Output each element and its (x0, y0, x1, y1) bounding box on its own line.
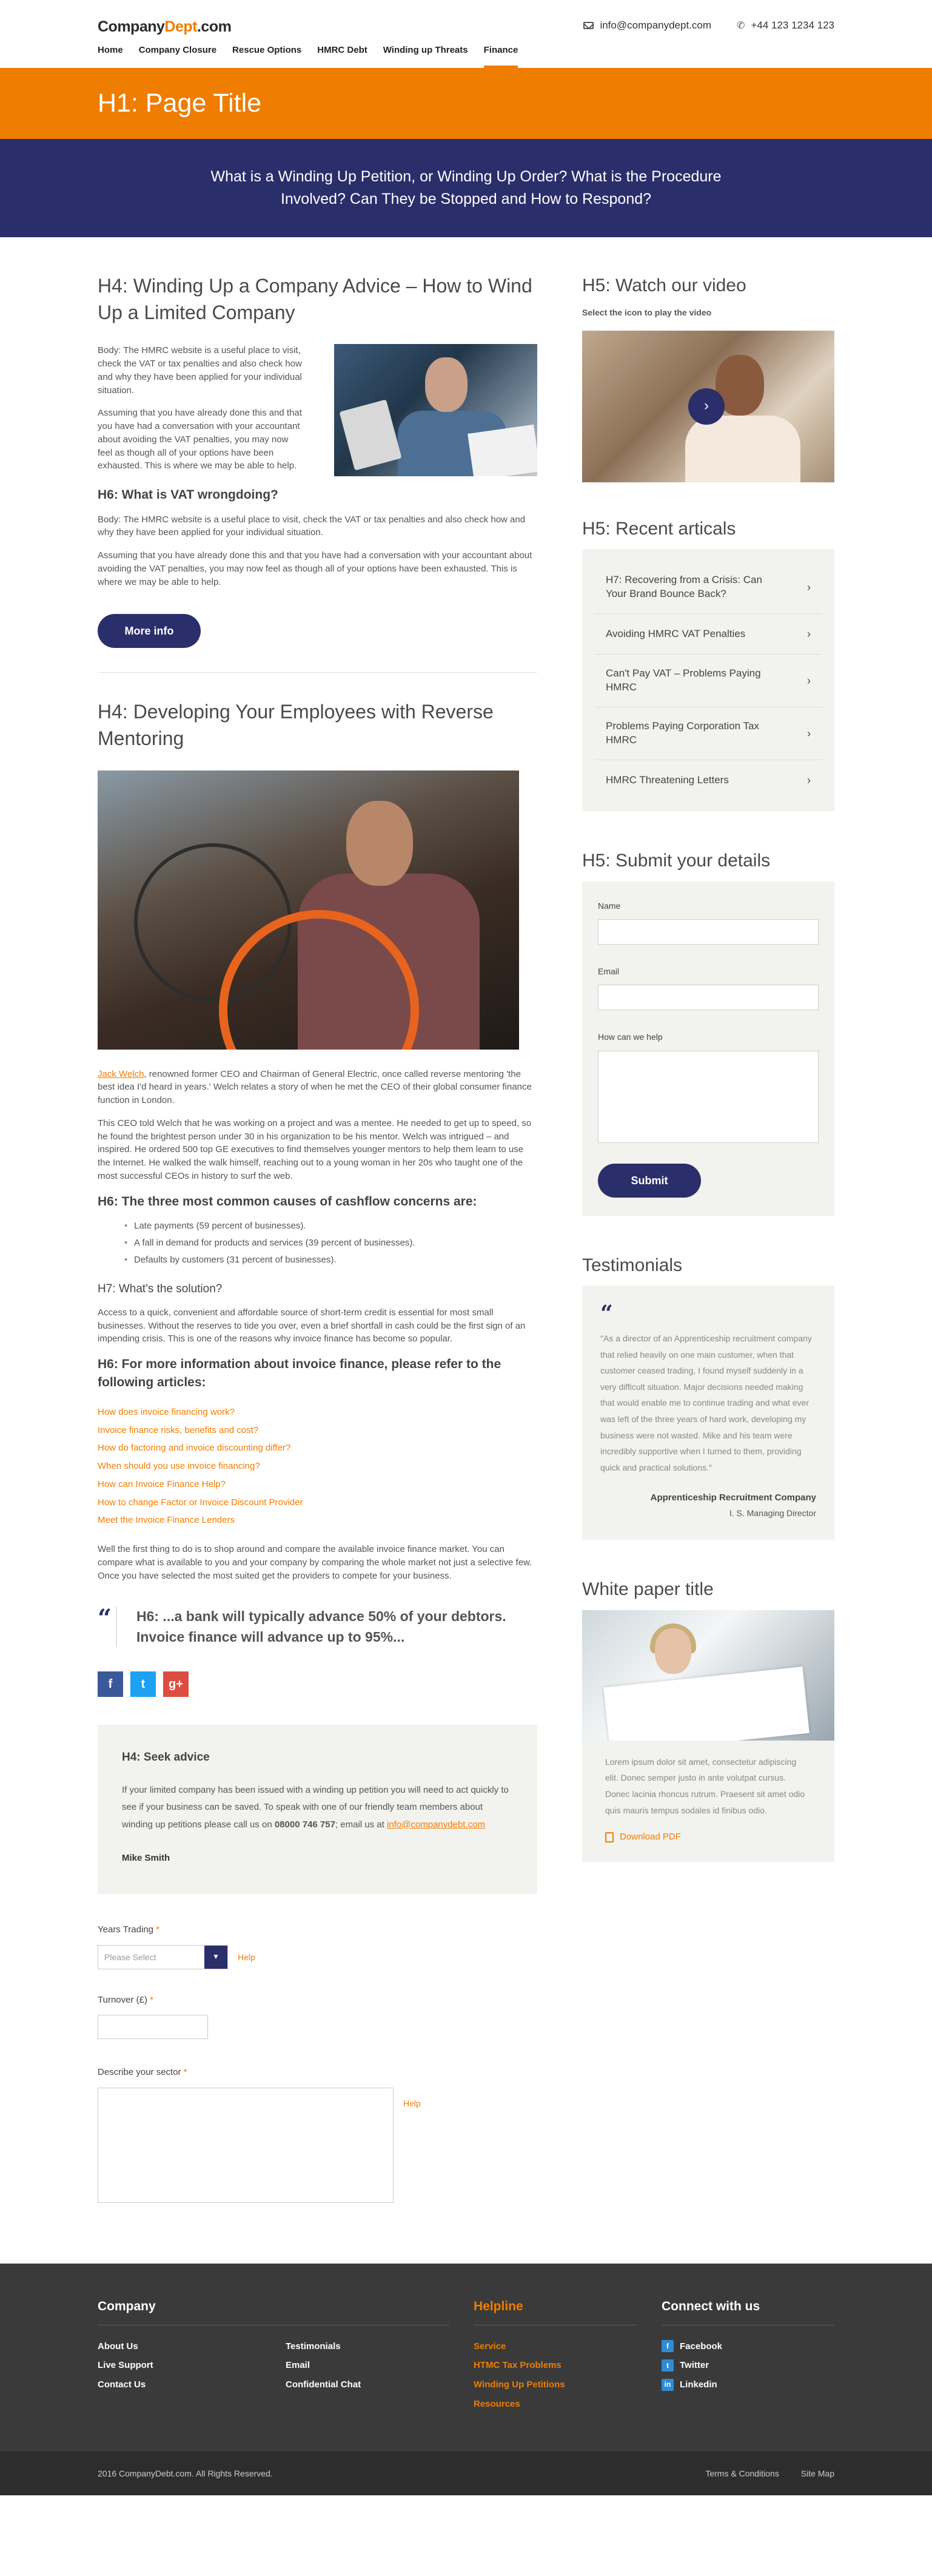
facebook-icon[interactable]: f (98, 1671, 123, 1697)
twitter-icon: t (662, 2359, 674, 2372)
articles-list (98, 1406, 537, 1527)
testimonial-card (582, 1286, 834, 1540)
footer-helpline-heading: Helpline (474, 2298, 637, 2325)
copyright: 2016 CompanyDebt.com. All Rights Reserved. (98, 2469, 273, 2478)
section1-heading: H4: Winding Up a Company Advice – How to Wind Up a Limited Company (98, 275, 532, 324)
nav-hmrc-debt[interactable]: HMRC Debt (317, 45, 367, 55)
logo-tail: .com (196, 18, 232, 35)
whitepaper-heading: White paper title (582, 1579, 714, 1600)
download-pdf-label: Download PDF (620, 1832, 681, 1843)
chevron-right-icon: › (807, 628, 811, 641)
footer-company-heading: Company (98, 2298, 449, 2325)
name-label: Name (598, 900, 621, 911)
nav-company-closure[interactable]: Company Closure (138, 45, 217, 55)
testimonial-text: "As a director of an Apprenticeship recruitment company that relied heavily on one main customer, when that customer ceased trading, I found myself suddenly in a very difficult situation. Major decisions needed making that would enable me to continue trading and what ever was left of the three years of hard work, developing my business were not wasted. Mike and his team were incredibly supportive when I turned to them, providing quick and practical solutions." (600, 1334, 812, 1472)
section1-para4: Assuming that you have already done this and that you have had a conversation with your accountant about avoiding the VAT penalties, you may now feel as though all of your options have been exhausted. This is where we may be able to help. (98, 550, 532, 587)
recent-article-item[interactable] (595, 614, 822, 655)
seek-heading: H4: Seek advice (122, 1751, 210, 1764)
section1-para1: Body: The HMRC website is a useful place to visit, check the VAT or tax penalties and also check how and why they have been applied for your individual situation. (98, 345, 302, 396)
bicycle-mechanic-photo (98, 770, 519, 1050)
recent-article-item[interactable] (595, 707, 822, 760)
sector-label: Describe your sector * (98, 2067, 187, 2078)
recent-article-item[interactable] (595, 760, 822, 800)
section2-para4: Well the first thing to do is to shop around and compare the available invoice finance market. You can compare what is available to you and your company by comparing the whole market not just a selective few. Once you have selected the most suited get the providers to compete for your business. (98, 1544, 532, 1581)
chevron-right-icon: › (807, 581, 811, 594)
header-phone: +44 123 1234 123 (751, 19, 834, 31)
phone-icon: ✆ (737, 20, 745, 31)
testimonial-role: I. S. Managing Director (729, 1508, 816, 1519)
quote-icon: “ (600, 1301, 613, 1326)
chevron-right-icon: › (807, 774, 811, 787)
article-link[interactable]: Meet the Invoice Finance Lenders (98, 1515, 235, 1526)
play-icon[interactable]: › (688, 388, 725, 425)
footer-linkedin-label: Linkedin (680, 2379, 717, 2390)
sector-label-text: Describe your sector (98, 2067, 181, 2078)
pull-quote (98, 1604, 537, 1647)
site-header (0, 0, 932, 68)
sitemap-link[interactable]: Site Map (800, 2469, 834, 2478)
recent-article-title: Avoiding HMRC VAT Penalties (606, 627, 746, 639)
section1-intro (98, 344, 537, 482)
solution-heading: H7: What's the solution? (98, 1283, 223, 1296)
article-link[interactable]: How does invoice financing work? (98, 1406, 235, 1417)
header-email-link[interactable] (583, 18, 711, 33)
nav-winding-up-threats[interactable]: Winding up Threats (383, 45, 468, 55)
sector-textarea[interactable] (98, 2088, 394, 2203)
recent-heading: H5: Recent articals (582, 518, 736, 539)
footer-link[interactable]: Confidential Chat (286, 2379, 361, 2390)
whitepaper-photo (582, 1610, 834, 1741)
sidebar (582, 272, 834, 2264)
submit-button[interactable]: Submit (598, 1164, 701, 1198)
section1-para3: Body: The HMRC website is a useful place to visit, check the VAT or tax penalties and also check how and why they have been applied for your individual situation. (98, 514, 526, 538)
more-info-wrap (98, 614, 537, 673)
more-info-heading: H6: For more information about invoice finance, please refer to the following articles: (98, 1357, 501, 1390)
title-bar (0, 68, 932, 139)
terms-link[interactable]: Terms & Conditions (705, 2469, 779, 2478)
article-link[interactable]: When should you use invoice financing? (98, 1461, 260, 1472)
jack-welch-link[interactable]: Jack Welch (98, 1068, 144, 1079)
eligibility-form (98, 1912, 537, 2264)
list-item: • Defaults by customers (31 percent of businesses). (124, 1253, 537, 1267)
causes-heading: H6: The three most common causes of cashflow concerns are: (98, 1194, 477, 1209)
section1-para2: Assuming that you have already done this and that you have had a conversation with your accountant about avoiding the VAT penalties, you may now feel as though all of your options have been exhausted. This is where we may be able to help. (98, 408, 302, 471)
years-help-link[interactable]: Help (238, 1952, 255, 1962)
pdf-icon (605, 1832, 614, 1843)
footer-helpline (474, 2298, 662, 2416)
site-footer (0, 2264, 932, 2452)
help-textarea[interactable] (598, 1051, 819, 1143)
list-item: • Late payments (59 percent of businesses). (124, 1219, 537, 1233)
footer-link[interactable]: Email (286, 2360, 310, 2371)
question-text: What is a Winding Up Petition, or Winding Up Order? What is the Procedure Involved? Can They be Stopped and How to Respond? (210, 167, 722, 207)
recent-article-title: Can't Pay VAT – Problems Paying HMRC (606, 667, 761, 693)
seek-text-before: If your limited company has been issued with a winding up petition you will need to act quickly to see if your business can be saved. To speak with one of our friendly team members about winding up petitions please call us on (122, 1784, 509, 1830)
turnover-input[interactable] (98, 2015, 208, 2039)
share-buttons (98, 1671, 537, 1697)
article-link[interactable]: How can Invoice Finance Help? (98, 1479, 226, 1489)
content (0, 237, 932, 2264)
testimonials-heading: Testimonials (582, 1255, 683, 1275)
section1-subheading: H6: What is VAT wrongdoing? (98, 488, 278, 502)
footer-link[interactable]: Testimonials (286, 2341, 341, 2352)
recent-article-item[interactable] (595, 561, 822, 614)
chevron-down-icon[interactable]: ▼ (204, 1946, 227, 1969)
facebook-icon: f (662, 2340, 674, 2352)
article-link[interactable]: How do factoring and invoice discounting differ? (98, 1443, 291, 1454)
testimonial-company: Apprenticeship Recruitment Company (650, 1492, 816, 1503)
footer-twitter[interactable] (662, 2359, 834, 2372)
years-trading-label: Years Trading * (98, 1924, 160, 1935)
nav-home[interactable]: Home (98, 45, 123, 55)
sector-row (98, 2088, 537, 2203)
footer-link[interactable]: Contact Us (98, 2379, 146, 2390)
list-item: • A fall in demand for products and services (39 percent of businesses). (124, 1236, 537, 1250)
recent-article-item[interactable] (595, 655, 822, 707)
select-value: Please Select (104, 1952, 156, 1962)
video-note: Select the icon to play the video (582, 307, 712, 317)
article-link[interactable]: How to change Factor or Invoice Discount Provider (98, 1497, 303, 1508)
section2-para3: Access to a quick, convenient and affordable source of short-term credit is essential for most small businesses. Without the reserves to tide you over, even a brief shortfall in cash could be the first sign of an impending crisis. This is one of the reasons why invoice finance has become so popular. (98, 1307, 526, 1344)
recent-article-title: Problems Paying Corporation Tax HMRC (606, 720, 759, 746)
logo[interactable] (98, 16, 231, 38)
footer-company (98, 2298, 474, 2416)
causes-list (124, 1219, 537, 1266)
footer-facebook[interactable] (662, 2340, 834, 2353)
footer-link[interactable]: Live Support (98, 2360, 153, 2371)
turnover-label: Turnover (£) * (98, 1994, 153, 2005)
footer-twitter-label: Twitter (680, 2360, 709, 2371)
main-nav (98, 44, 518, 68)
email-input[interactable] (598, 985, 819, 1010)
recent-articles (582, 549, 834, 811)
video-heading: H5: Watch our video (582, 275, 746, 295)
years-trading-select[interactable] (98, 1945, 228, 1969)
section2-heading: H4: Developing Your Employees with Reverse Mentoring (98, 701, 494, 750)
mail-icon (583, 22, 594, 29)
footer-link[interactable]: Winding Up Petitions (474, 2379, 565, 2390)
footer-link[interactable]: Resources (474, 2398, 520, 2409)
years-trading-label-text: Years Trading (98, 1924, 154, 1935)
logo-main: Company (98, 18, 165, 35)
question-banner (0, 139, 932, 237)
page-title: H1: Page Title (98, 89, 262, 118)
submit-details-form (582, 882, 834, 1216)
email-label: Email (598, 966, 620, 976)
pull-quote-text: H6: ...a bank will typically advance 50% of your debtors. Invoice finance will advance up to 95%... (116, 1607, 537, 1647)
header-phone-link[interactable] (737, 18, 834, 33)
section1-intro-text (98, 344, 304, 482)
whitepaper-box (582, 1741, 834, 1862)
seek-signature: Mike Smith (122, 1853, 170, 1864)
footer-link[interactable]: HTMC Tax Problems (474, 2360, 562, 2371)
more-info-button[interactable]: More info (98, 614, 201, 648)
header-email: info@companydept.com (600, 19, 712, 31)
whitepaper-text: Lorem ipsum dolor sit amet, consectetur adipiscing elit. Donec semper justo in ante volutpat cursus. Donec lacinia rhoncus rutrum. Praesent sit amet odio quis mauris tempus sodales id finibus odio. (605, 1756, 805, 1815)
nav-rescue-options[interactable]: Rescue Options (232, 45, 302, 55)
video-thumbnail[interactable] (582, 331, 834, 482)
logo-accent: Dept (164, 18, 197, 35)
article-link[interactable]: Invoice finance risks, benefits and cost? (98, 1425, 259, 1435)
stressed-man-photo (334, 344, 537, 476)
help-label: How can we help (598, 1032, 663, 1042)
turnover-label-text: Turnover (£) (98, 1994, 147, 2005)
section2-para2: This CEO told Welch that he was working on a project and was a mentee. He needed to get up to speed, so he found the brightest person under 30 in his organization to be his mentor. Welch was intrigued – and inspired. He ordered 500 top GE executives to find themselves younger mentors to help them learn to use the Internet. He walked the walk himself, reaching out to a young woman in her 20s who taught one of the most successful CEOs in history to surf the web. (98, 1118, 532, 1181)
chevron-right-icon: › (807, 727, 811, 740)
google-plus-icon[interactable]: g+ (163, 1671, 189, 1697)
twitter-icon[interactable]: t (130, 1671, 156, 1697)
name-input[interactable] (598, 919, 819, 945)
sector-help-link[interactable]: Help (403, 2099, 421, 2109)
recent-article-title: HMRC Threatening Letters (606, 774, 729, 786)
download-pdf-link[interactable] (605, 1830, 811, 1844)
footer-link[interactable]: About Us (98, 2341, 138, 2352)
section2-para1-wrap (98, 1068, 537, 1107)
seek-text-mid: ; email us at (335, 1819, 387, 1830)
footer-facebook-label: Facebook (680, 2341, 723, 2352)
quote-icon: “ (98, 1604, 112, 1633)
nav-finance[interactable]: Finance (484, 44, 518, 68)
linkedin-icon: in (662, 2379, 674, 2391)
section2-para1: , renowned former CEO and Chairman of General Electric, once called reverse mentoring 'the best idea I'd heard in years.' Welch relates a story of when he met the CEO of their global consumer finance function in London. (98, 1068, 532, 1106)
footer-connect (662, 2298, 834, 2416)
footer-linkedin[interactable] (662, 2378, 834, 2392)
seek-email-link[interactable]: info@companydebt.com (387, 1819, 485, 1830)
chevron-right-icon: › (807, 675, 811, 687)
recent-article-title: H7: Recovering from a Crisis: Can Your Brand Bounce Back? (606, 574, 762, 600)
main-column (98, 272, 537, 2264)
seek-text (122, 1782, 513, 1834)
footer-link[interactable]: Service (474, 2341, 506, 2352)
seek-phone[interactable]: 08000 746 757 (274, 1819, 335, 1830)
seek-advice-box (98, 1725, 537, 1894)
years-trading-row (98, 1945, 537, 1969)
footer-connect-heading: Connect with us (662, 2298, 834, 2325)
submit-heading: H5: Submit your details (582, 851, 771, 871)
header-contact (583, 18, 834, 33)
bottom-bar (0, 2452, 932, 2495)
